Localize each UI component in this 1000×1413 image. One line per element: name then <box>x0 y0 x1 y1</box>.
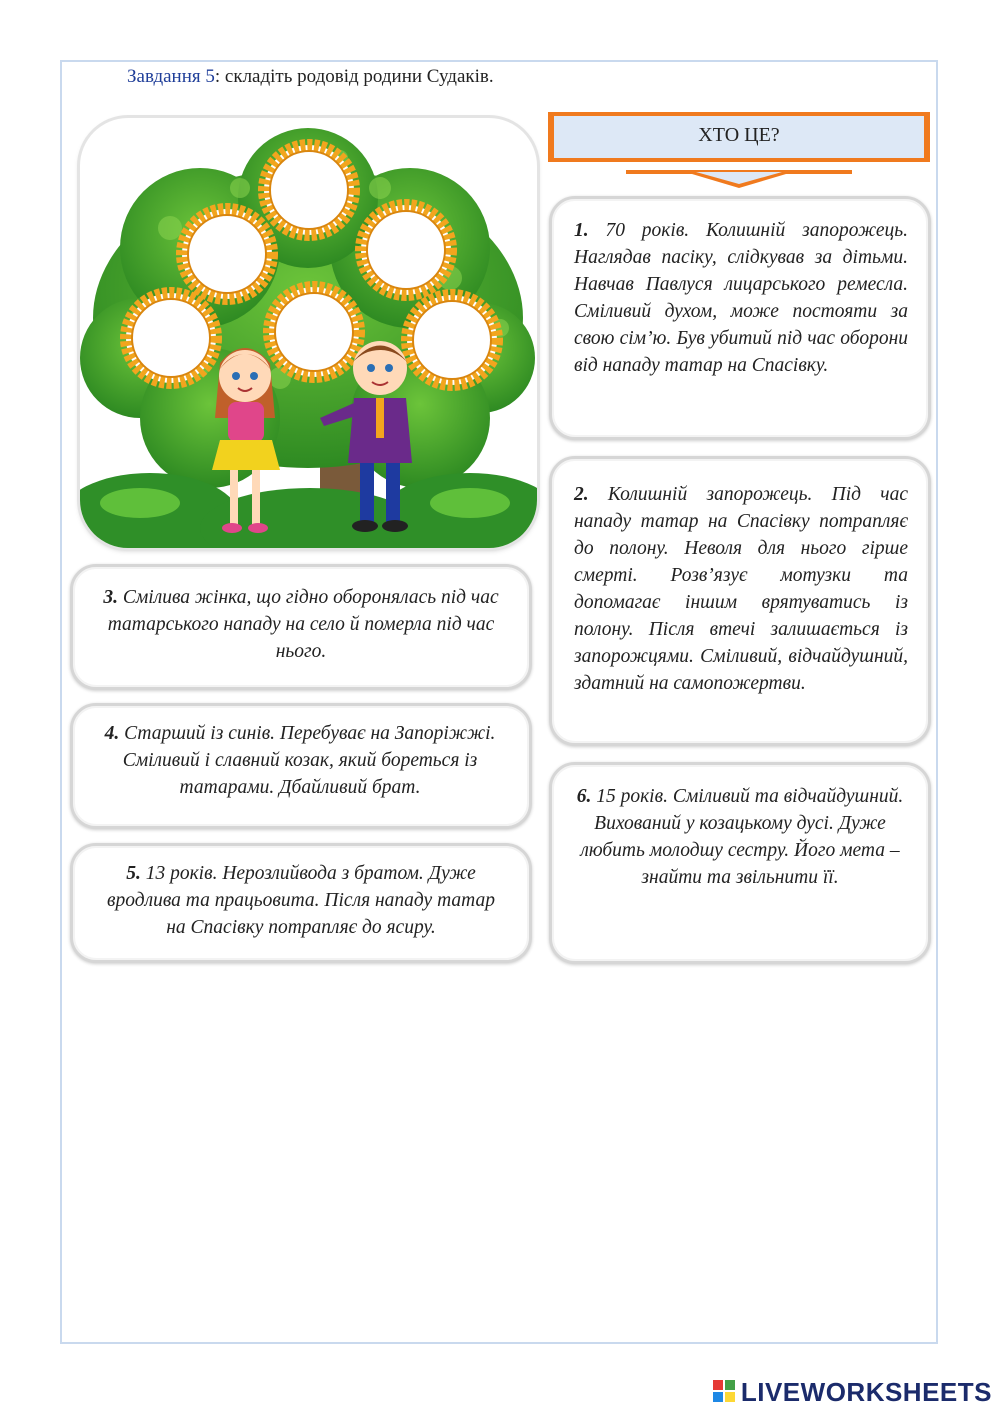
task-text: : складіть родовід родини Судаків. <box>214 66 494 87</box>
wreath-3 <box>361 205 451 295</box>
card-4 <box>70 703 532 829</box>
card-1 <box>549 196 931 440</box>
banner-arrow-shape <box>546 110 932 190</box>
wreath-2 <box>182 209 272 299</box>
liveworksheets-logo-icon <box>713 1380 737 1404</box>
card-6-text: 6. 15 років. Сміливий та відчайдушний. Вихований у козацькому дусі. Дуже любить молодшу сестру. Його мета – знайти та звільнити її. <box>576 786 904 888</box>
wreath-1 <box>264 145 354 235</box>
card-4-number: 4. <box>104 723 120 744</box>
card-3-number: 3. <box>103 587 118 608</box>
card-1-number: 1. <box>574 220 589 241</box>
card-4-text: 4. Старший із синів. Перебуває на Запоріжжі. Сміливий і славний козак, який бореться із татарами. Дбайливий брат. <box>104 723 496 798</box>
card-3 <box>70 564 532 690</box>
who-is-it-banner <box>546 110 932 190</box>
card-2-text: 2. Колишній запорожець. Під час нападу татар на Спасівку потрапляє до полону. Неволя для нього гірше смерті. Розв’язує мотузки та допомагає іншим врятуватись із полону. Після втечі залишається із запорожцями. Сміливий, відчайдушний, здатний на самопожертви. <box>574 484 908 694</box>
task-title <box>127 66 494 88</box>
card-2-number: 2. <box>574 484 589 505</box>
card-1-text: 1. 70 років. Колишній запорожець. Наглядав пасіку, слідкував за дітьми. Навчав Павлуся лицарського ремесла. Сміливий духом, може постояти за свою сім’ю. Був убитий під час оборони від нападу татар на Спасівку. <box>574 220 908 376</box>
card-5-number: 5. <box>126 863 141 884</box>
card-6 <box>549 762 931 964</box>
card-2 <box>549 456 931 746</box>
liveworksheets-logo-text: LIVEWORKSHEETS <box>740 1376 992 1407</box>
banner-title: ХТО ЦЕ? <box>698 124 780 146</box>
tree-drawing <box>80 118 537 548</box>
card-3-text: 3. Смілива жінка, що гідно оборонялась під час татарського нападу на село й померла під час нього. <box>103 587 499 662</box>
card-5 <box>70 843 532 963</box>
wreath-6 <box>407 295 497 385</box>
wreath-4 <box>126 293 216 383</box>
card-6-number: 6. <box>576 786 592 807</box>
family-tree-illustration <box>80 118 537 548</box>
task-label: Завдання 5 <box>127 66 215 87</box>
liveworksheets-logo[interactable] <box>713 1377 992 1407</box>
wreath-5 <box>269 287 359 377</box>
card-5-text: 5. 13 років. Нерозлийвода з братом. Дуже вродлива та працьовита. Після нападу татар на Спасівку потрапляє до ясиру. <box>107 863 495 938</box>
